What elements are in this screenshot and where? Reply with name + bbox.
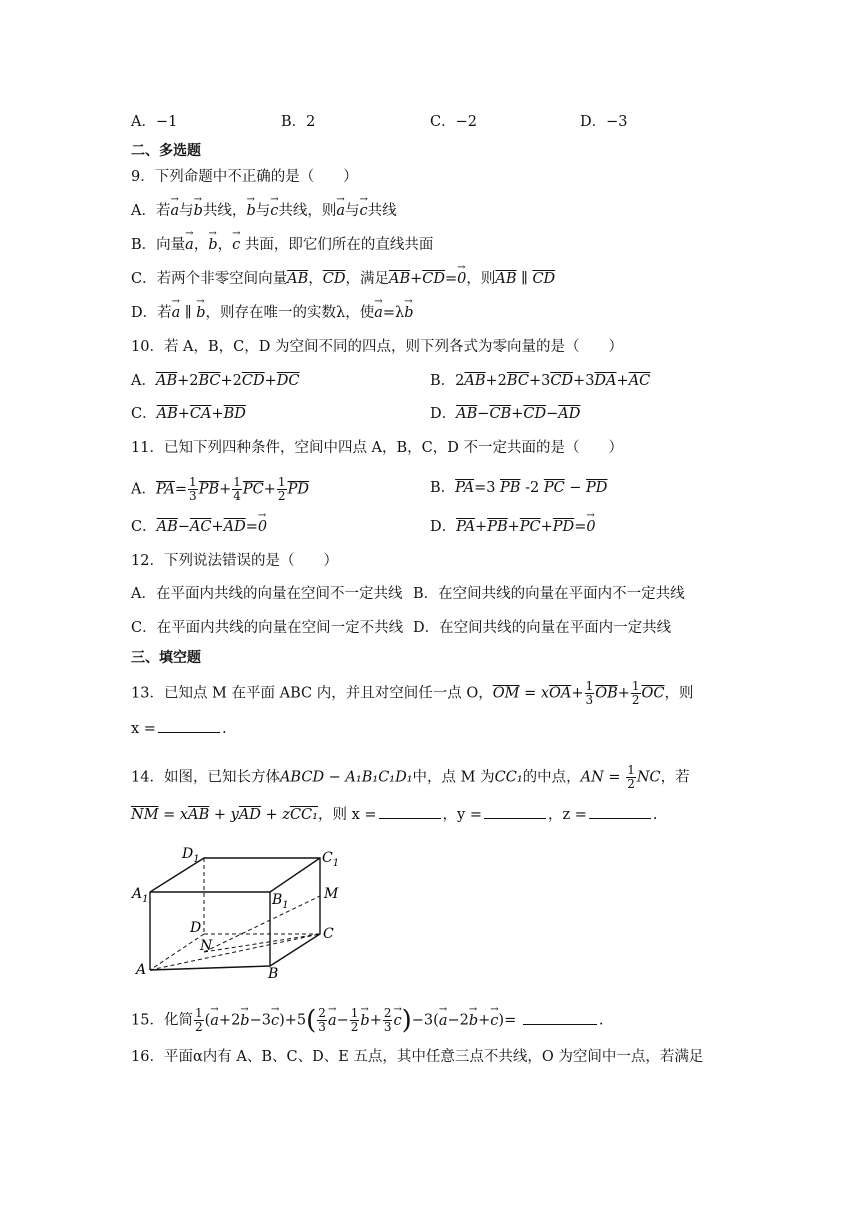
- label-c1: $C_1$: [322, 850, 340, 869]
- q12-option-d: D．在空间共线的向量在平面内一定共线: [413, 620, 672, 636]
- q14-blank-z[interactable]: [589, 818, 651, 819]
- q15-blank[interactable]: [523, 1024, 597, 1025]
- prev-option-b: B．2: [281, 114, 316, 130]
- q11-option-a: A．$\overline{PA}=$ $\frac{1}{3}$ $\overline{PB}+$ $\frac{1}{4}$ $\overline{PC}+$ $\frac{1}{2}$ $\overline{PD}$: [131, 475, 309, 503]
- q14-equation-line: $\overline{NM} = x\overline{AB} + y\overline{AD} + zCC_1$，则 x = ，y = ，z = .: [131, 807, 658, 823]
- q13-blank-x[interactable]: [158, 732, 220, 733]
- label-b1: $B_1$: [272, 892, 289, 911]
- q11-option-c: C．$\overline{AB}-\overline{AC}+\overline{AD}=\to 0$: [131, 517, 267, 537]
- q10-option-b: B．$2\overline{AB}+2\overline{BC}+3\overline{CD}+3\overline{DA}+\overline{AC}$: [430, 373, 651, 389]
- label-d1: $D_1$: [182, 846, 200, 865]
- label-a: A: [136, 962, 147, 978]
- q14-stem: 14．如图，已知长方体ABCD − A₁B₁C₁D₁中，点 M 为CC₁的中点，AN = $\frac{1}{2}$ NC，若: [131, 763, 690, 791]
- q12-stem: 12．下列说法错误的是（ ）: [131, 553, 338, 569]
- q9-option-c: C．若两个非零空间向量$\overline{AB}$，$\overline{CD}$，满足$\overline{AB}+\overline{CD}=\to 0$，则$\overline{AB}$ ∥ $\overline{CD}$: [131, 269, 555, 289]
- q10-option-d: D．$\overline{AB}-\overline{CB}+\overline{CD}-\overline{AD}$: [430, 406, 581, 422]
- prev-option-d: D．−3: [580, 114, 628, 130]
- prev-option-a: A．−1: [131, 114, 178, 130]
- q10-option-a: A．$\overline{AB}+2\overline{BC}+2\overline{CD}+\overline{DC}$: [131, 373, 300, 389]
- q14-blank-y[interactable]: [484, 818, 546, 819]
- q9-option-b: B．向量→ a，→ b，→ c 共面，即它们所在的直线共面: [131, 235, 433, 255]
- q13-stem: 13．已知点 M 在平面 ABC 内，并且对空间任一点 O，$\overline{OM} = x\overline{OA}+$ $\frac{1}{3}$ $\overline{OB}+$ $\frac{1}{2}$ $\overline{OC}$，则: [131, 679, 694, 707]
- section-heading-fill-in: 三、填空题: [131, 650, 201, 666]
- label-n: N: [200, 938, 213, 954]
- q9-option-a: A．若→ a与→ b共线，→ b与→ c共线，则→ a与→ c共线: [131, 201, 397, 221]
- q10-option-c: C．$\overline{AB}+\overline{CA}+\overline{BD}$: [131, 406, 246, 422]
- label-a1: $A_1$: [132, 886, 149, 905]
- q10-stem: 10．若 A，B，C，D 为空间不同的四点，则下列各式为零向量的是（ ）: [131, 339, 624, 355]
- label-m: M: [324, 886, 339, 902]
- q16-stem: 16．平面α内有 A、B、C、D、E 五点，其中任意三点不共线，O 为空间中一点，若满足: [131, 1049, 704, 1065]
- q12-option-b: B．在空间共线的向量在平面内不一定共线: [413, 586, 685, 602]
- q14-blank-x[interactable]: [379, 818, 441, 819]
- label-c: C: [323, 926, 334, 942]
- section-heading-multiple-choice: 二、多选题: [131, 143, 201, 159]
- q9-option-d: D．若→ a ∥ → b，则存在唯一的实数λ，使→ a=λ→ b: [131, 303, 414, 323]
- q11-stem: 11．已知下列四种条件，空间中四点 A，B，C，D 不一定共面的是（ ）: [131, 440, 624, 456]
- prev-option-c: C．−2: [430, 114, 477, 130]
- label-d: D: [190, 920, 202, 936]
- q15-stem: 15．化简 $\frac{1}{2}$ (→ a+2→ b−3→ c)+5( $\frac{2}{3}$ → a− $\frac{1}{2}$ → b+ $\frac{2}{3}$ → c)−3(→ a−2→ b+→ c)= .: [131, 1007, 603, 1034]
- q11-option-d: D．$\overline{PA}+\overline{PB}+\overline{PC}+\overline{PD}=\to 0$: [430, 517, 596, 537]
- label-b: B: [268, 966, 279, 982]
- q12-option-c: C．在平面内共线的向量在空间一定不共线: [131, 620, 404, 636]
- q12-option-a: A．在平面内共线的向量在空间不一定共线: [131, 586, 403, 602]
- q13-answer-line: x = .: [131, 721, 227, 737]
- q9-stem: 9．下列命题中不正确的是（ ）: [131, 169, 358, 185]
- cuboid-figure: [128, 842, 352, 982]
- q11-option-b: B．$\overline{PA}=3$ $\overline{PB}$ -2 $\overline{PC} - \overline{PD}$: [430, 480, 608, 496]
